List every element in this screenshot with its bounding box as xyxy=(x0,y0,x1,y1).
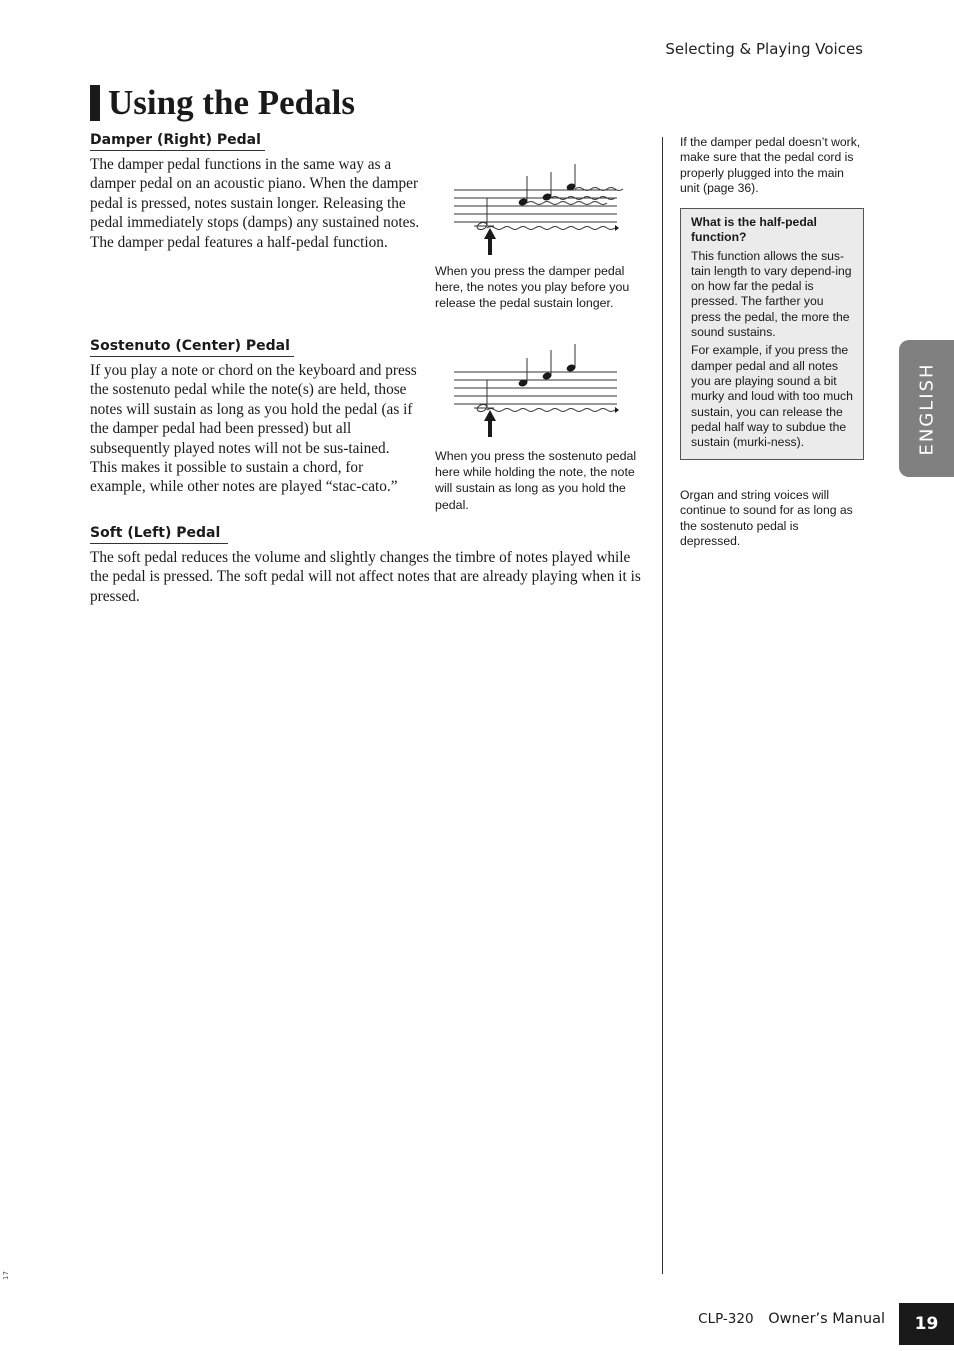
page-number: 19 xyxy=(899,1303,954,1345)
sidebar-note-text: If the damper pedal doesn’t work, make sure that the pedal cord is properly plugged into the main unit (page 36). xyxy=(680,135,861,195)
soft-heading: Soft (Left) Pedal xyxy=(90,525,228,544)
soft-heading-wrap xyxy=(90,524,228,544)
sostenuto-body xyxy=(90,361,420,497)
sostenuto-caption: When you press the sostenuto pedal here while holding the note, the note will sustain as long as you hold the pedal. xyxy=(435,449,637,512)
damper-body xyxy=(90,155,420,252)
soft-body xyxy=(90,548,645,606)
running-head: Selecting & Playing Voices xyxy=(665,40,863,58)
info-box-paragraph: This function allows the sus-tain length to vary depend-ing on how far the pedal is pressed. The farther you press the pedal, the more the sound sustains. xyxy=(691,248,852,340)
side-code: 17 xyxy=(2,1271,10,1280)
damper-staff-illustration xyxy=(450,158,625,258)
sidebar-note-sostenuto xyxy=(680,488,862,549)
sostenuto-paragraph: If you play a note or chord on the keyboard and press the sostenuto pedal while the note(s) are held, those notes will sustain as long as you hold the pedal (as if the damper pedal had been pressed) but all subsequently played notes will not be sus-tained. This makes it possible to sustain a chord, for example, while other notes are played “stac-cato.” xyxy=(90,362,417,496)
damper-paragraph: The damper pedal functions in the same way as a damper pedal on an acoustic piano. When the damper pedal is pressed, notes sustain longer. Releasing the pedal immediately stops (damps) any sustained notes. xyxy=(90,156,420,232)
damper-heading: Damper (Right) Pedal xyxy=(90,132,265,151)
page-title: Using the Pedals xyxy=(108,83,355,122)
sidebar-note-text: Organ and string voices will continue to sound for as long as the sostenuto pedal is depressed. xyxy=(680,488,853,548)
half-pedal-info-box xyxy=(680,208,864,460)
footer-manual-title xyxy=(620,1311,885,1327)
sidebar-note-damper xyxy=(680,135,862,196)
soft-paragraph: The soft pedal reduces the volume and slightly changes the timbre of notes played while the pedal is pressed. The soft pedal will not affect notes that are already playing when it is pressed. xyxy=(90,549,641,605)
footer-manual: Owner’s Manual xyxy=(768,1311,885,1327)
language-tab xyxy=(899,340,954,477)
footer-model: CLP-320 xyxy=(698,1311,754,1327)
damper-heading-wrap xyxy=(90,131,265,151)
language-tab-label: ENGLISH xyxy=(916,361,937,456)
column-divider xyxy=(662,137,663,1274)
sostenuto-heading: Sostenuto (Center) Pedal xyxy=(90,338,294,357)
sostenuto-staff-illustration xyxy=(450,340,625,440)
damper-paragraph: The damper pedal features a half-pedal function. xyxy=(90,233,388,251)
info-box-title: What is the half-pedal function? xyxy=(691,215,817,245)
sostenuto-heading-wrap xyxy=(90,337,294,357)
damper-caption: When you press the damper pedal here, the notes you play before you release the pedal sustain longer. xyxy=(435,264,630,311)
info-box-paragraph: For example, if you press the damper pedal and all notes you are playing sound a bit murky and loud with too much sustain, you can release the pedal half way to subdue the sustain (murki-ness). xyxy=(691,343,853,450)
title-bar xyxy=(90,85,100,121)
